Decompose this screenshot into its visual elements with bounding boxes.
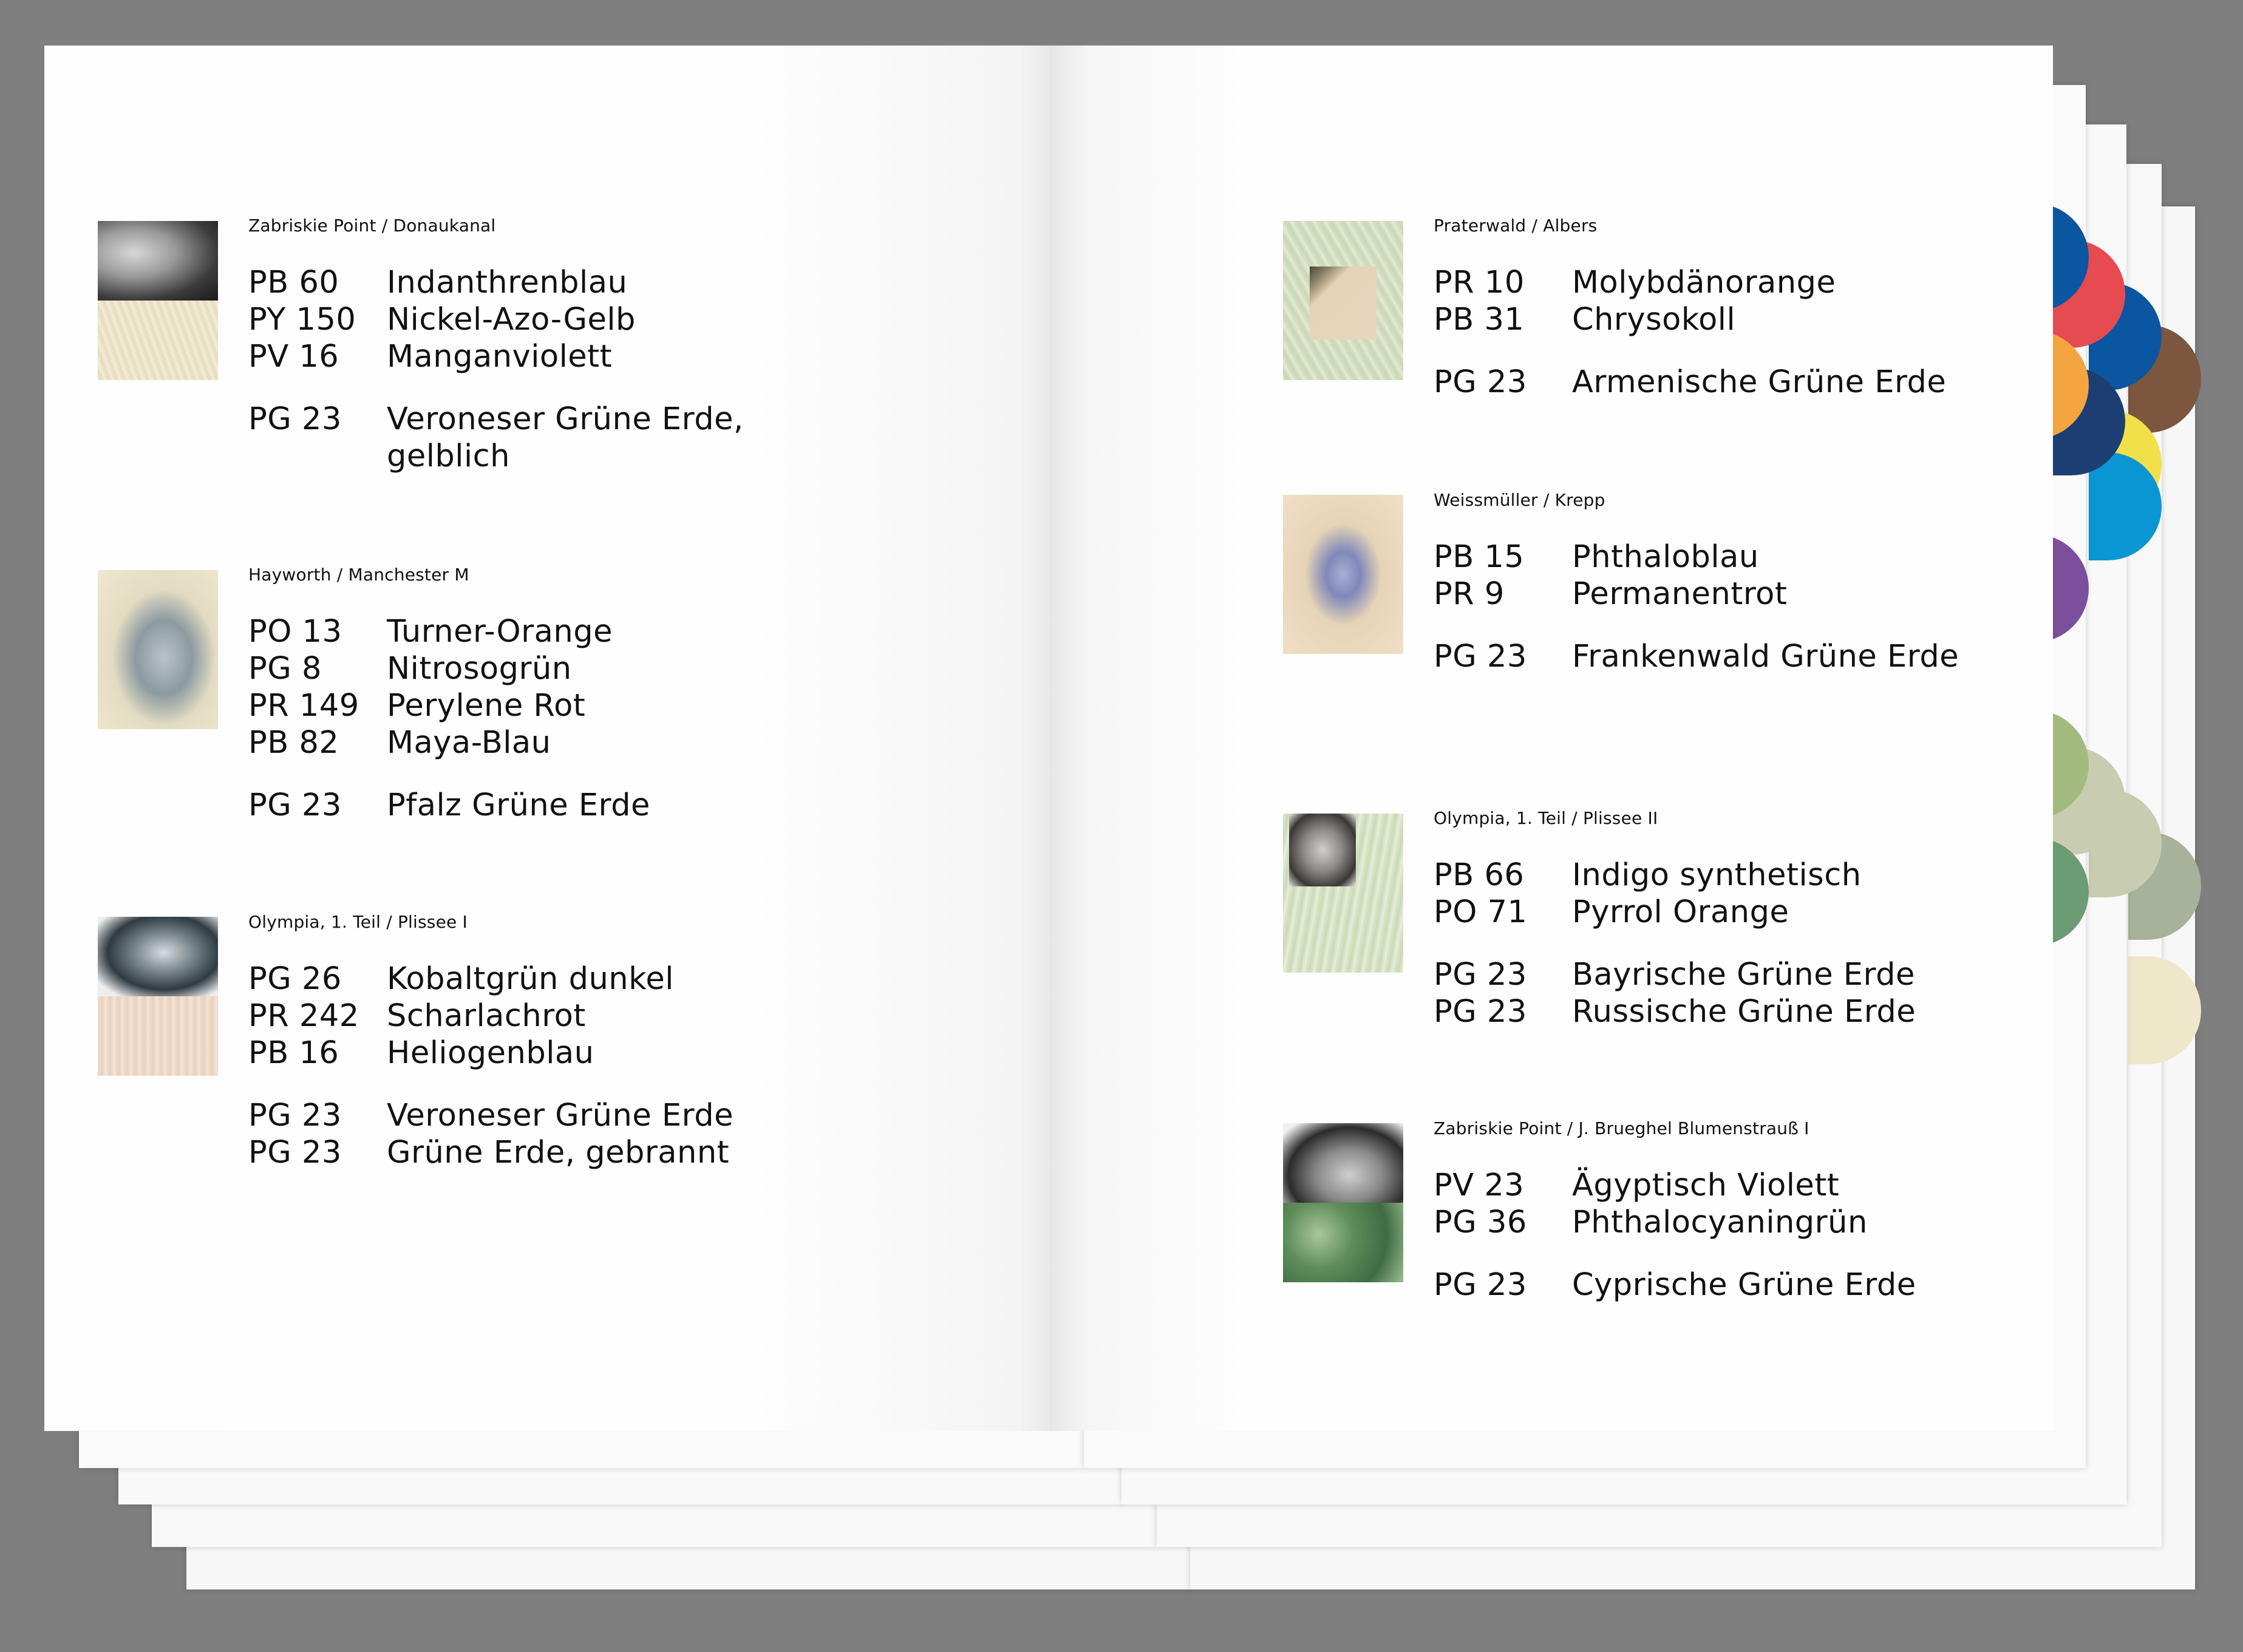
photo-figure [1283, 495, 1403, 654]
photo-figure [1283, 1123, 1403, 1203]
pigment-code: PY 150 [248, 302, 356, 338]
pigment-name: Phthalocyaningrün [1572, 1205, 1868, 1240]
right-page [1049, 46, 2053, 1431]
pigment-code: PG 23 [1434, 994, 1527, 1030]
entry-source: Weissmüller / Krepp [1434, 490, 1605, 510]
pigment-name: Indigo synthetisch [1572, 857, 1862, 893]
pigment-name: Russische Grüne Erde [1572, 994, 1916, 1030]
pigment-code: PG 23 [1434, 957, 1527, 993]
photo-figure [1289, 814, 1356, 886]
left-page [44, 46, 1049, 1431]
pigment-code: PV 23 [1434, 1168, 1525, 1203]
entry-thumbnail [1283, 814, 1403, 973]
entry-source: Olympia, 1. Teil / Plissee I [248, 912, 468, 932]
pigment-code: PR 149 [248, 688, 359, 724]
pigment-code: PG 23 [1434, 1267, 1527, 1303]
pigment-code: PB 31 [1434, 302, 1525, 338]
pigment-name: Manganviolett [387, 339, 613, 375]
pigment-code: PG 26 [248, 961, 342, 997]
pigment-name: Chrysokoll [1572, 302, 1736, 338]
pigment-name: Turner-Orange [387, 614, 613, 650]
pigment-name: Frankenwald Grüne Erde [1572, 639, 1959, 675]
pigment-name: Kobaltgrün dunkel [387, 961, 674, 997]
entry-source: Hayworth / Manchester M [248, 565, 469, 585]
pigment-code: PG 23 [1434, 364, 1527, 400]
entry-thumbnail [98, 570, 218, 729]
pigment-name: Permanentrot [1572, 576, 1788, 612]
pigment-code: PG 23 [248, 787, 342, 823]
photo-figure [98, 221, 218, 301]
pigment-code: PG 36 [1434, 1205, 1527, 1240]
entry-thumbnail [98, 221, 218, 380]
pigment-code: PB 60 [248, 265, 339, 301]
pigment-name: Armenische Grüne Erde [1572, 364, 1947, 400]
pigment-name: Heliogenblau [387, 1035, 594, 1071]
pigment-code: PO 71 [1434, 894, 1528, 930]
photo-texture [1283, 1203, 1403, 1282]
pigment-code: PV 16 [248, 339, 339, 375]
pigment-code: PR 10 [1434, 265, 1525, 301]
entry-source: Praterwald / Albers [1434, 216, 1598, 236]
pigment-name: Phthaloblau [1572, 539, 1759, 575]
pigment-code: PB 82 [248, 725, 339, 761]
entry-source: Zabriskie Point / Donaukanal [248, 216, 496, 236]
pigment-name: Perylene Rot [387, 688, 586, 724]
pigment-name: Scharlachrot [387, 998, 586, 1034]
pigment-code: PG 23 [1434, 639, 1527, 675]
photo-figure [98, 570, 218, 729]
entry-source: Olympia, 1. Teil / Plissee II [1434, 808, 1658, 828]
pigment-code: PO 13 [248, 614, 342, 650]
pigment-name: Pfalz Grüne Erde [387, 787, 650, 823]
pigment-name: Indanthrenblau [387, 265, 628, 301]
pigment-name: gelblich [387, 438, 510, 474]
pigment-name: Molybdänorange [1572, 265, 1836, 301]
pigment-code: PG 23 [248, 1098, 342, 1134]
pigment-name: Pyrrol Orange [1572, 894, 1789, 930]
pigment-name: Veroneser Grüne Erde [387, 1098, 733, 1134]
pigment-code: PG 8 [248, 651, 322, 687]
photo-texture [98, 996, 218, 1076]
pigment-code: PB 66 [1434, 857, 1525, 893]
entry-source: Zabriskie Point / J. Brueghel Blumenstrauß I [1434, 1118, 1809, 1138]
pigment-code: PB 15 [1434, 539, 1525, 575]
pigment-name: Cyprische Grüne Erde [1572, 1267, 1916, 1303]
pigment-code: PB 16 [248, 1035, 339, 1071]
pigment-name: Maya-Blau [387, 725, 551, 761]
pigment-name: Nitrosogrün [387, 651, 572, 687]
entry-thumbnail [1283, 495, 1403, 654]
pigment-name: Veroneser Grüne Erde, [387, 401, 744, 437]
entry-thumbnail [98, 917, 218, 1076]
photo-texture [98, 301, 218, 380]
pigment-code: PG 23 [248, 401, 342, 437]
entry-thumbnail [1283, 1123, 1403, 1282]
pigment-code: PR 242 [248, 998, 359, 1034]
pigment-code: PR 9 [1434, 576, 1505, 612]
pigment-name: Nickel-Azo-Gelb [387, 302, 636, 338]
pigment-name: Grüne Erde, gebrannt [387, 1135, 730, 1171]
entry-thumbnail [1283, 221, 1403, 380]
pigment-name: Bayrische Grüne Erde [1572, 957, 1915, 993]
photo-figure [98, 917, 218, 996]
photo-inner-square [1310, 267, 1377, 339]
pigment-name: Ägyptisch Violett [1572, 1168, 1840, 1203]
pigment-code: PG 23 [248, 1135, 342, 1171]
